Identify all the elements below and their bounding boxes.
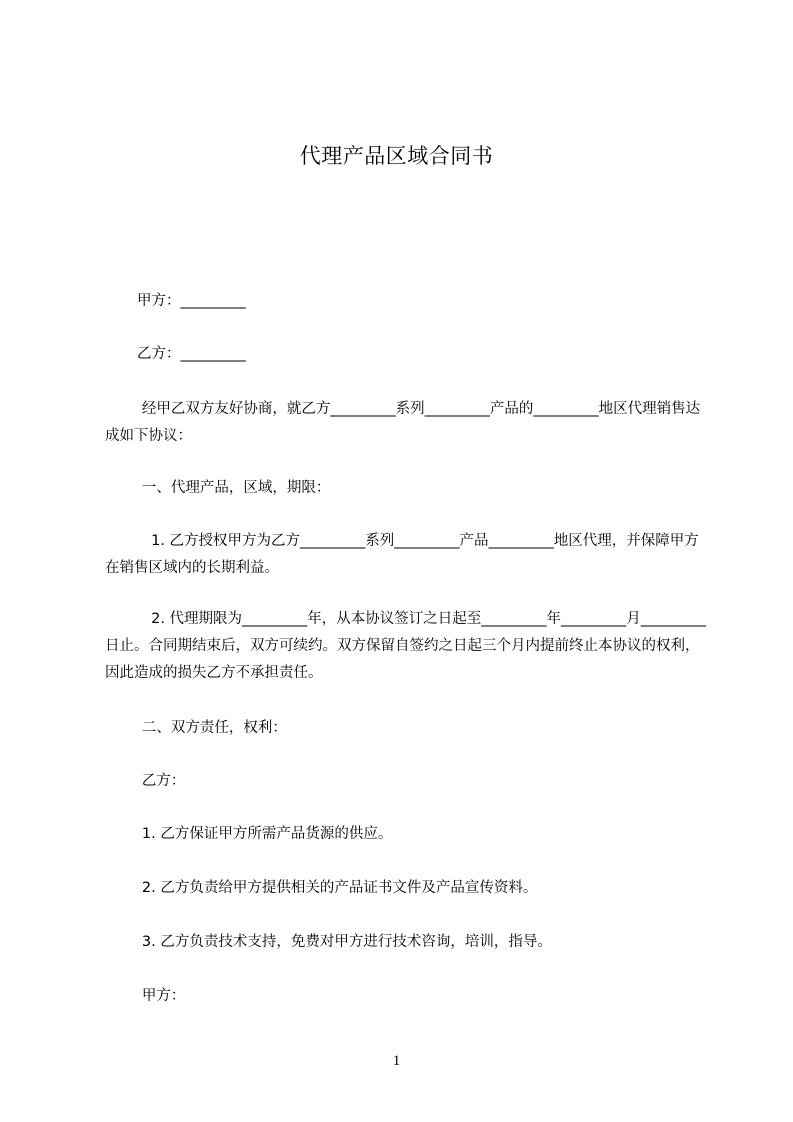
section-1-item-1: 1. 乙方授权甲方为乙方_________系列_________产品_________地区代理，并保障甲方在销售区域内的长期利益。 bbox=[105, 533, 699, 576]
section-2-heading: 二、双方责任，权利： bbox=[105, 720, 287, 736]
page-number: 1 bbox=[392, 1053, 401, 1069]
party-b-item-1: 1. 乙方保证甲方所需产品货源的供应。 bbox=[105, 826, 393, 842]
party-b-item-2: 2. 乙方负责给甲方提供相关的产品证书文件及产品宣传资料。 bbox=[105, 880, 538, 896]
section-1-heading: 一、代理产品，区域，期限： bbox=[105, 480, 331, 496]
sub-heading-party-a: 甲方： bbox=[105, 988, 186, 1004]
party-b-item-3: 3. 乙方负责技术支持，免费对甲方进行技术咨询，培训，指导。 bbox=[105, 934, 552, 950]
party-b-line: 乙方：_________ bbox=[137, 346, 246, 362]
intro-paragraph: 经甲乙双方友好协商，就乙方_________系列_________产品的_________地区代理销售达成如下协议： bbox=[105, 401, 701, 444]
party-a-line: 甲方：_________ bbox=[137, 293, 246, 309]
sub-heading-party-b: 乙方： bbox=[105, 773, 186, 789]
document-title: 代理产品区域合同书 bbox=[299, 144, 494, 168]
section-1-item-2: 2. 代理期限为_________年，从本协议签订之日起至_________年_________月_________日止。合同期结束后，双方可续约。双方保留自签约之日起三个月内提前终止本协议的权利，因此造成的损失乙方不承担责任。 bbox=[105, 611, 707, 681]
